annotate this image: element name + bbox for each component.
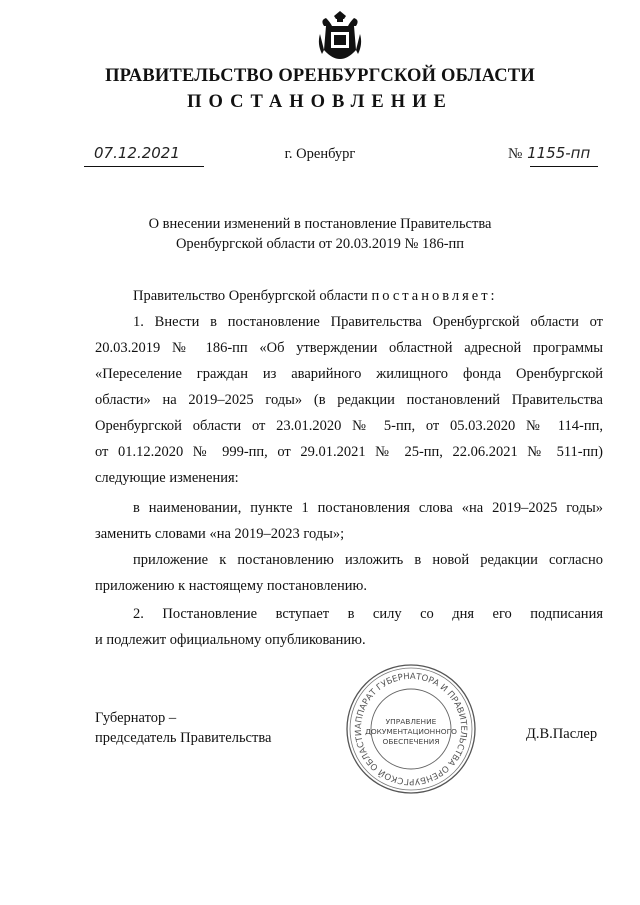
stamp-center-line-2: ДОКУМЕНТАЦИОННОГО <box>365 727 457 736</box>
paragraph-2-line: заменить словами «на 2019–2023 годы»; <box>95 526 345 542</box>
paragraph-2-line: в наименовании, пункте 1 постановления слова «на 2019–2025 годы» <box>133 500 603 516</box>
document-type: ПОСТАНОВЛЕНИЕ <box>187 92 453 112</box>
stamp-center-line-1: УПРАВЛЕНИЕ <box>385 717 437 726</box>
paragraph-3-line: приложению к настоящему постановлению. <box>95 578 367 594</box>
document-date: 07.12.2021 <box>94 144 180 162</box>
coat-of-arms-icon <box>316 10 364 68</box>
subject-line-2: Оренбургской области от 20.03.2019 № 186-пп <box>175 236 465 252</box>
paragraph-1-line: «Переселение граждан из аварийного жилищного фонда Оренбургской <box>95 366 603 382</box>
preamble-decree-word: постановляет: <box>371 288 498 304</box>
document-subject <box>0 214 640 254</box>
preamble-text: Правительство Оренбургской области <box>133 288 372 304</box>
paragraph-1-line: области» на 2019–2025 годы» (в редакции постановлений Правительства <box>95 392 603 408</box>
official-stamp <box>344 662 478 796</box>
paragraph-1-line: 1. Внести в постановление Правительства Оренбургской области от <box>133 314 603 330</box>
paragraph-3-line: приложение к постановлению изложить в новой редакции согласно <box>133 552 603 568</box>
paragraph-4-line: и подлежит официальному опубликованию. <box>95 632 366 648</box>
stamp-ring-text: АППАРАТ ГУБЕРНАТОРА И ПРАВИТЕЛЬСТВА ОРЕНБУРГСКОЙ ОБЛАСТИ <box>353 671 469 787</box>
document-number: 1155-пп <box>527 144 591 162</box>
stamp-center-line-3: ОБЕСПЕЧЕНИЯ <box>382 737 440 746</box>
preamble <box>133 284 498 309</box>
subject-line-1: О внесении изменений в постановление Правительства <box>148 216 492 232</box>
paragraph-1-line: 20.03.2019 № 186-пп «Об утверждении областной адресной программы <box>95 340 603 356</box>
signatory-position <box>95 708 271 748</box>
paragraph-1-line: от 01.12.2020 № 999-пп, от 29.01.2021 № 25-пп, 22.06.2021 № 511-пп) <box>95 444 603 460</box>
city-label: г. Оренбург <box>284 146 356 162</box>
position-line-2: председатель Правительства <box>95 730 272 746</box>
government-title: ПРАВИТЕЛЬСТВО ОРЕНБУРГСКОЙ ОБЛАСТИ <box>105 66 535 86</box>
number-sign: № <box>508 146 523 162</box>
paragraph-1-line: Оренбургской области от 23.01.2020 № 5-пп, от 05.03.2020 № 114-пп, <box>95 418 603 434</box>
position-line-1: Губернатор – <box>95 710 177 726</box>
paragraph-4-line: 2. Постановление вступает в силу со дня его подписания <box>133 606 603 622</box>
document-number-field <box>508 144 590 163</box>
signatory-name: Д.В.Паслер <box>526 726 598 742</box>
paragraph-1-line: следующие изменения: <box>95 470 239 486</box>
